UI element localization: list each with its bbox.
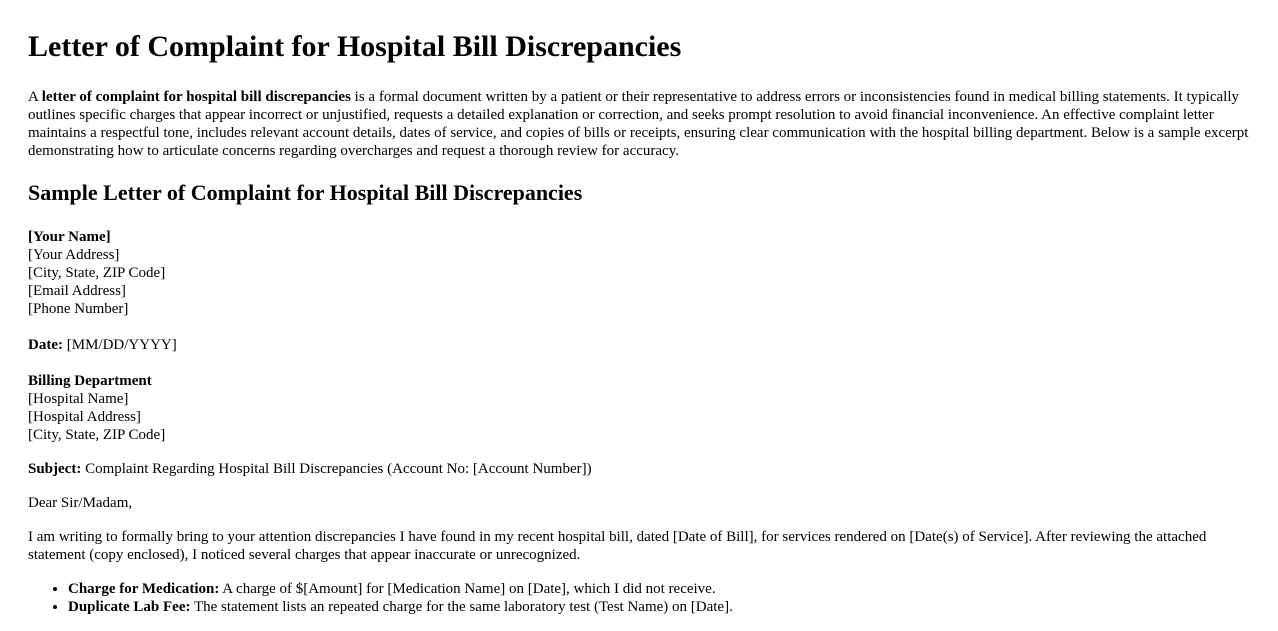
recipient-department: Billing Department — [28, 373, 152, 389]
sender-name: [Your Name] — [28, 229, 111, 245]
charge-label: Duplicate Lab Fee: — [68, 599, 191, 615]
subject-value: Complaint Regarding Hospital Bill Discrepancies (Account No: [Account Number]) — [81, 461, 592, 477]
sample-heading: Sample Letter of Complaint for Hospital Bill Discrepancies — [28, 180, 583, 205]
intro-text: is a formal document written by a patient or their representative to address errors or inconsistencies found in medical billing statements. It typically outlines specific charges that appear incorrect or unjustified, requests a detailed explanation or correction, and seeks prompt resolution to avoid financial inconvenience. An effective complaint letter maintains a respectful tone, includes relevant account details, dates of service, and copies of bills or receipts, ensuring clear communication with the hospital billing department. Below is a sample excerpt demonstrating how to articulate concerns regarding overcharges and request a thorough review for accuracy. — [28, 89, 1249, 159]
intro-prefix: A — [28, 89, 42, 105]
recipient-hospital-name: [Hospital Name] — [28, 391, 129, 407]
subject-label: Subject: — [28, 461, 82, 477]
date-line — [28, 336, 1250, 354]
list-item — [68, 598, 1250, 616]
charges-list — [28, 580, 1250, 616]
recipient-city: [City, State, ZIP Code] — [28, 427, 166, 443]
charge-text: The statement lists an repeated charge for the same laboratory test (Test Name) on [Date]. — [190, 599, 733, 615]
sender-city: [City, State, ZIP Code] — [28, 265, 166, 281]
charge-text: A charge of $[Amount] for [Medication Name] on [Date], which I did not receive. — [219, 581, 716, 597]
recipient-block — [28, 372, 1250, 444]
sender-block — [28, 228, 1250, 318]
body-paragraph: I am writing to formally bring to your attention discrepancies I have found in my recent hospital bill, dated [Date of Bill], for services rendered on [Date(s) of Service]. After reviewing the attached statement (copy enclosed), I noticed several charges that appear inaccurate or unrecognized. — [28, 529, 1207, 563]
date-label: Date: — [28, 337, 63, 353]
subject-line — [28, 460, 1250, 478]
intro-bold-term: letter of complaint for hospital bill discrepancies — [41, 89, 351, 105]
list-item — [68, 580, 1250, 598]
sender-address: [Your Address] — [28, 247, 120, 263]
date-value: [MM/DD/YYYY] — [62, 337, 177, 353]
charge-label: Charge for Medication: — [68, 581, 220, 597]
page-title: Letter of Complaint for Hospital Bill Discrepancies — [28, 30, 682, 63]
sender-email: [Email Address] — [28, 283, 126, 299]
intro-paragraph — [28, 88, 1250, 160]
recipient-hospital-address: [Hospital Address] — [28, 409, 141, 425]
document-page — [0, 30, 1278, 616]
salutation: Dear Sir/Madam, — [28, 495, 133, 511]
sender-phone: [Phone Number] — [28, 301, 129, 317]
